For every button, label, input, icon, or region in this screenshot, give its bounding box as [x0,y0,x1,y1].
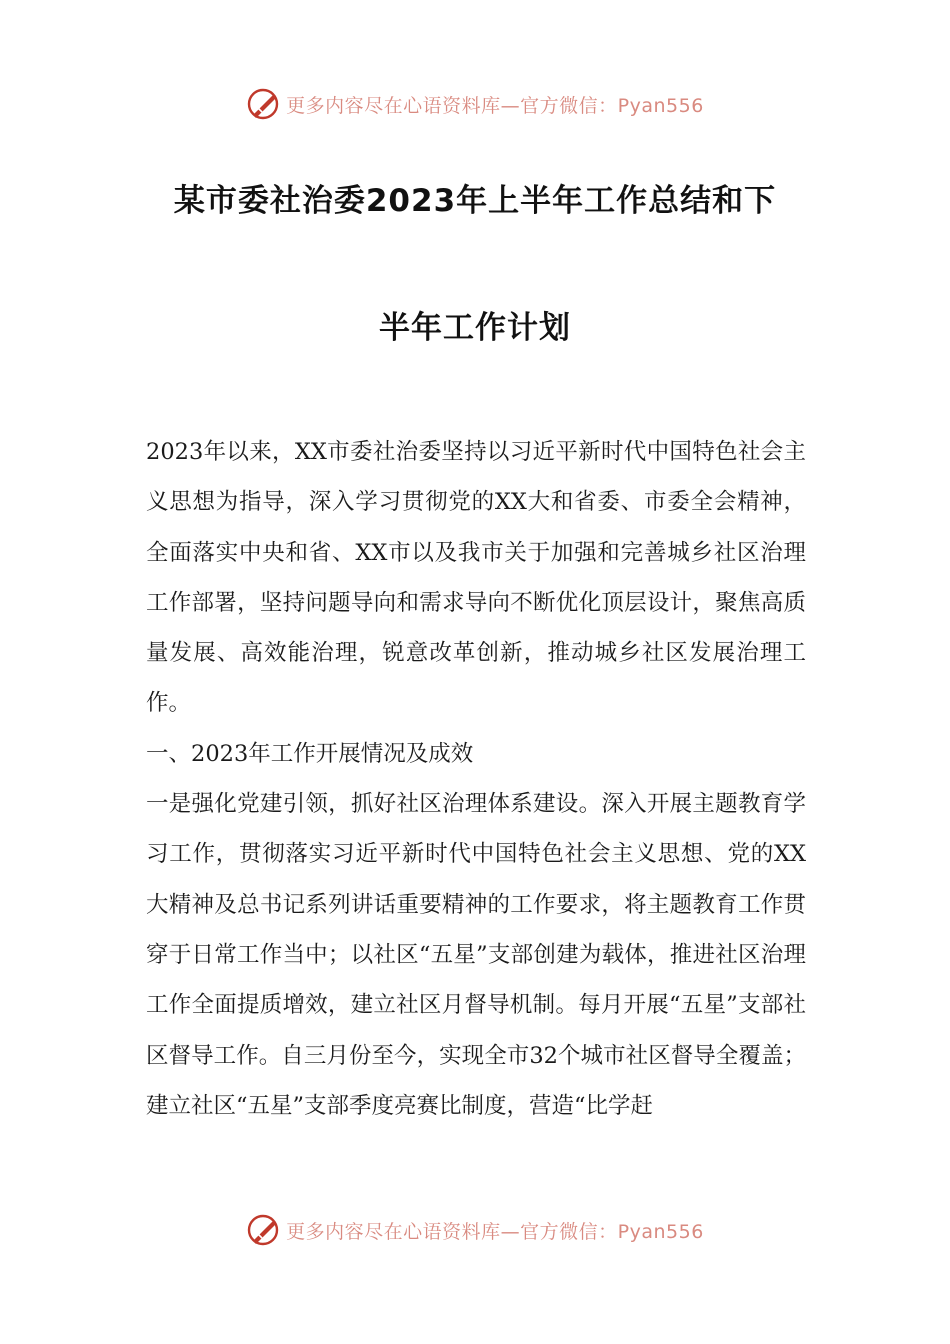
banner-text: 更多内容尽在心语资料库—官方微信：Pyan556 [286,1220,704,1243]
document-title-line-2: 半年工作计划 [379,310,571,346]
body-paragraph: 2023年以来，XX市委社治委坚持以习近平新时代中国特色社会主义思想为指导，深入学习贯彻党的XX大和省委、市委全会精神，全面落实中央和省、XX市以及我市关于加强和完善城乡社区治理工作部署，坚持问题导向和需求导向不断优化顶层设计，聚焦高质量发展、高效能治理，锐意改革创新，推动城乡社区发展治理工作。 [146,439,806,717]
body-paragraph: 一是强化党建引领，抓好社区治理体系建设。深入开展主题教育学习工作，贯彻落实习近平新时代中国特色社会主义思想、党的XX大精神及总书记系列讲话重要精神的工作要求，将主题教育工作贯穿于日常工作当中；以社区“五星”支部创建为载体，推进社区治理工作全面提质增效，建立社区月督导机制。每月开展“五星”支部社区督导工作。自三月份至今，实现全市32个城市社区督导全覆盖；建立社区“五星”支部季度亮赛比制度，营造“比学赶 [146,791,806,1119]
document-body [146,427,806,1131]
footer-watermark-banner [0,1210,950,1250]
section-heading: 一、2023年工作开展情况及成效 [146,740,474,767]
banner-text: 更多内容尽在心语资料库—官方微信：Pyan556 [286,94,704,117]
pen-logo-icon [246,1212,282,1248]
document-title-line-1: 某市委社治委2023年上半年工作总结和下 [173,183,777,219]
header-watermark-banner [0,84,950,124]
pen-logo-icon [246,86,282,122]
